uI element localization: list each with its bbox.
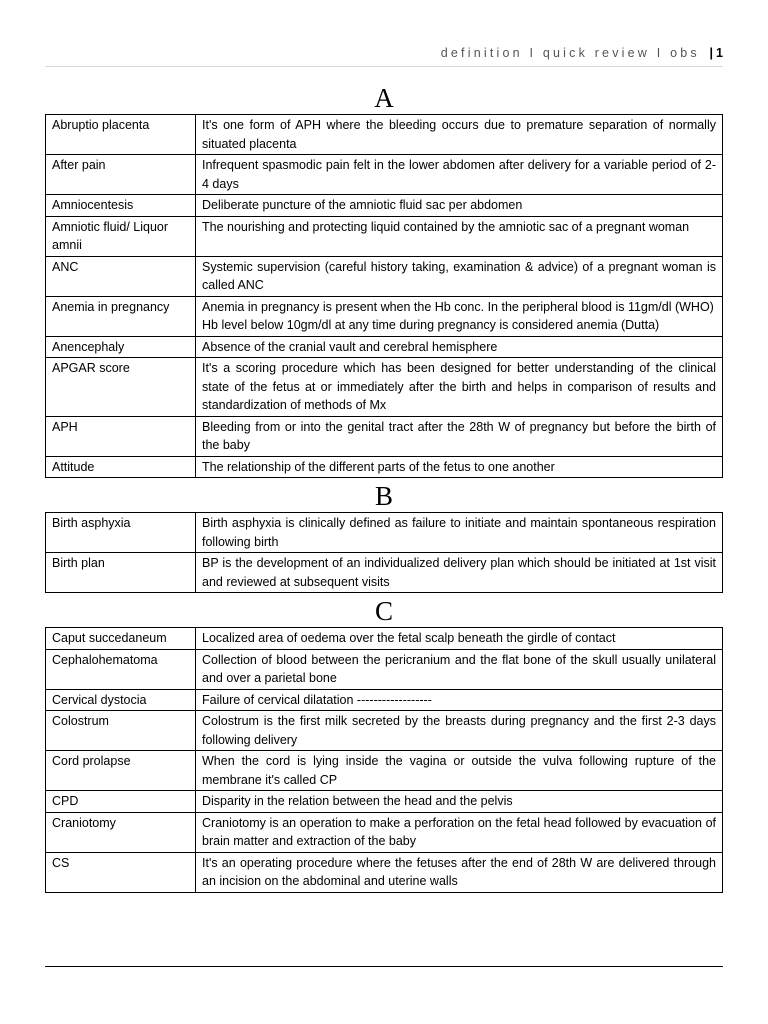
footer-rule [45,966,723,967]
table-row [46,513,723,553]
term-cell: Cephalohematoma [46,649,196,689]
term-cell: APGAR score [46,358,196,417]
term-cell: Colostrum [46,711,196,751]
glossary-content [45,82,723,893]
term-cell: Birth asphyxia [46,513,196,553]
term-cell: ANC [46,256,196,296]
section-letter-a: A [374,83,394,113]
table-row [46,416,723,456]
definition-cell [196,513,723,553]
definition-cell [196,296,723,336]
definition-line: BP is the development of an individualized delivery plan which should be initiated at 1st visit and reviewed at subsequent visits [202,556,716,589]
table-row [46,649,723,689]
definition-line: Collection of blood between the pericranium and the flat bone of the skull usually unilateral and over a parietal bone [202,652,716,685]
definition-cell [196,553,723,593]
header-title-obs: obs [670,46,700,60]
table-row [46,456,723,478]
table-row [46,689,723,711]
definition-line: It's one form of APH where the bleeding occurs due to premature separation of normally situated placenta [202,118,716,151]
definition-cell [196,195,723,217]
table-row [46,751,723,791]
term-cell: Craniotomy [46,812,196,852]
term-cell: Anencephaly [46,336,196,358]
definition-cell [196,115,723,155]
definition-line: Disparity in the relation between the head and the pelvis [202,794,513,808]
definition-cell [196,216,723,256]
term-cell: Caput succedaneum [46,628,196,650]
definition-cell [196,689,723,711]
section-letter-b: B [374,481,393,511]
definition-cell [196,751,723,791]
term-cell: Amniotic fluid/ Liquor amnii [46,216,196,256]
page-number: 1 [716,46,723,60]
definition-cell [196,416,723,456]
definition-cell [196,649,723,689]
definition-cell [196,628,723,650]
definition-line: Systemic supervision (careful history taking, examination & advice) of a pregnant woman is called ANC [202,259,716,292]
definition-line: When the cord is lying inside the vagina or outside the vulva following rupture of the membrane it's called CP [202,754,716,787]
table-row [46,812,723,852]
table-row [46,791,723,813]
definition-line: It's an operating procedure where the fetuses after the end of 28th W are delivered through an incision on the abdominal and uterine walls [202,855,716,888]
table-row [46,195,723,217]
definition-cell [196,358,723,417]
definition-line: Anemia in pregnancy is present when the Hb conc. In the peripheral blood is 11gm/dl (WHO) [202,299,714,314]
definition-cell [196,791,723,813]
definition-cell [196,852,723,892]
table-row [46,155,723,195]
term-cell: APH [46,416,196,456]
definition-cell [196,155,723,195]
term-cell: Abruptio placenta [46,115,196,155]
header-separator: I [529,46,537,60]
table-row [46,358,723,417]
table-row [46,628,723,650]
header-title-definition: definition [440,46,523,60]
table-row [46,711,723,751]
term-cell: After pain [46,155,196,195]
table-row [46,216,723,256]
term-cell: Amniocentesis [46,195,196,217]
table-row [46,553,723,593]
definition-cell [196,336,723,358]
header-rule [45,66,723,67]
definition-cell [196,812,723,852]
definition-line: Birth asphyxia is clinically defined as failure to initiate and maintain spontaneous respiration following birth [202,516,716,549]
definition-line: Failure of cervical dilatation ------------------ [202,692,432,707]
header-title-quick-review: quick review [542,46,651,60]
definition-line: Craniotomy is an operation to make a perforation on the fetal head followed by evacuation of brain matter and extraction of the baby [202,815,716,848]
glossary-table-c [45,627,723,893]
term-cell: Cord prolapse [46,751,196,791]
table-row [46,852,723,892]
header-separator: I [656,46,664,60]
definition-line: Bleeding from or into the genital tract after the 28th W of pregnancy but before the birth of the baby [202,419,716,452]
glossary-table-b [45,512,723,593]
definition-line: Deliberate puncture of the amniotic fluid sac per abdomen [202,198,523,212]
term-cell: Attitude [46,456,196,478]
table-row [46,336,723,358]
definition-cell [196,711,723,751]
section-letter-c: C [374,596,393,626]
term-cell: CS [46,852,196,892]
table-row [46,115,723,155]
glossary-table-a [45,114,723,478]
definition-cell [196,456,723,478]
definition-line: It's a scoring procedure which has been designed for better understanding of the clinical state of the fetus at or immediately after the birth and helps in comparison of results and standardization of methods of Mx [202,361,716,412]
term-cell: CPD [46,791,196,813]
table-row [46,296,723,336]
definition-line: The nourishing and protecting liquid contained by the amniotic sac of a pregnant woman [202,219,690,234]
definition-line: Localized area of oedema over the fetal scalp beneath the girdle of contact [202,631,616,645]
table-row [46,256,723,296]
definition-line: Hb level below 10gm/dl at any time during pregnancy is considered anemia (Dutta) [202,318,660,332]
definition-cell [196,256,723,296]
definition-line: Absence of the cranial vault and cerebral hemisphere [202,339,498,354]
running-header [441,46,723,60]
term-cell: Cervical dystocia [46,689,196,711]
term-cell: Anemia in pregnancy [46,296,196,336]
definition-line: Infrequent spasmodic pain felt in the lower abdomen after delivery for a variable period of 2-4 days [202,158,716,191]
term-cell: Birth plan [46,553,196,593]
definition-line: Colostrum is the first milk secreted by the breasts during pregnancy and the first 2-3 days following delivery [202,714,716,747]
definition-line: The relationship of the different parts of the fetus to one another [202,459,555,474]
header-page-bar: | [709,46,714,60]
